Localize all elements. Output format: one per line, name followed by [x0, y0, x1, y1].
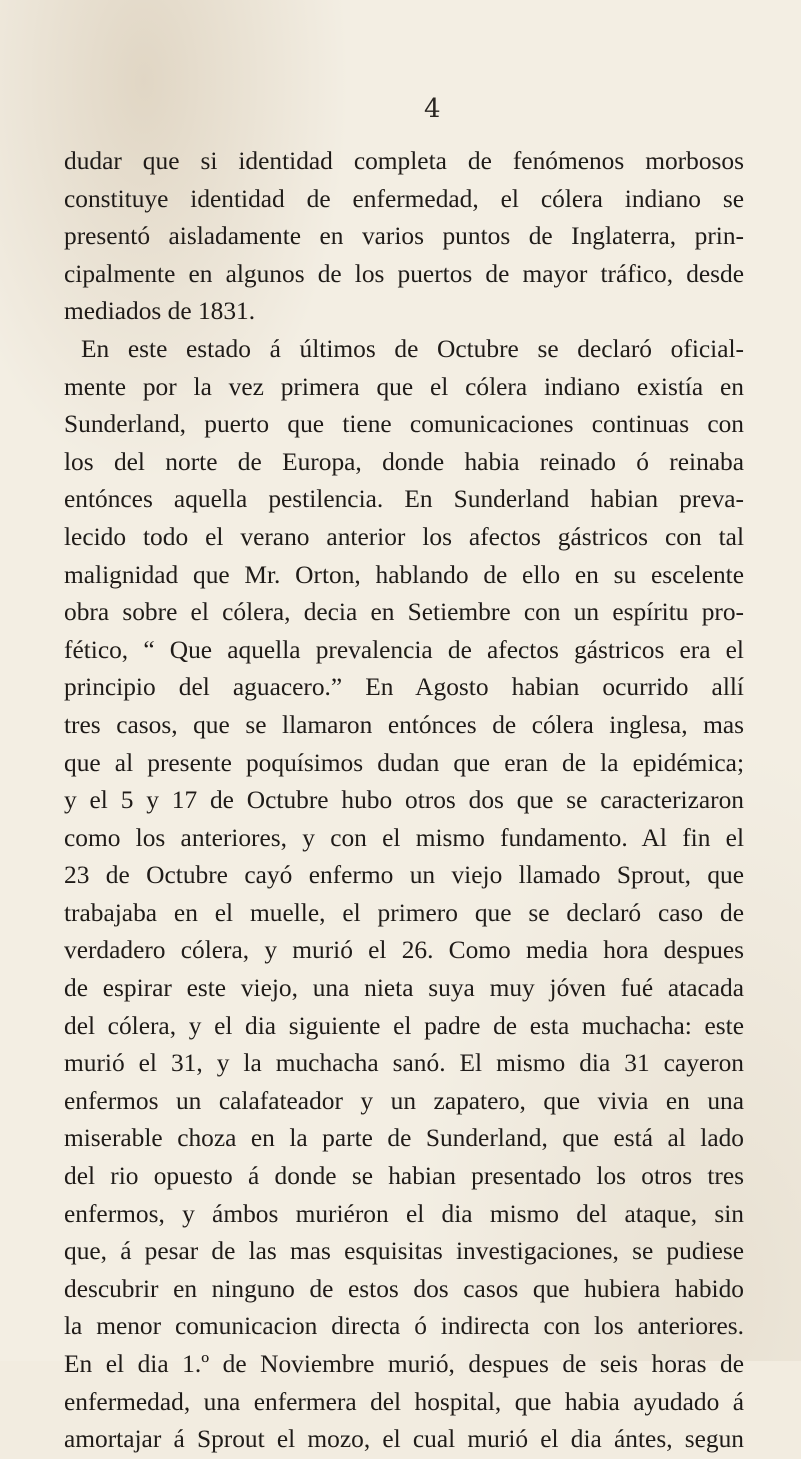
text-line: mente por la vez primera que el cólera indiano existía en: [64, 372, 744, 401]
text-line: los del norte de Europa, donde habia reinado ó reinaba: [64, 447, 744, 476]
text-line: como los anteriores, y con el mismo fundamento. Al fin el: [64, 823, 744, 852]
text-line: la menor comunicacion directa ó indirecta con los anteriores.: [64, 1312, 744, 1341]
text-line: obra sobre el cólera, decia en Setiembre con un espíritu pro-: [64, 598, 744, 627]
text-line: constituye identidad de enfermedad, el cólera indiano se: [64, 184, 744, 213]
text-line: entónces aquella pestilencia. En Sunderland habian preva-: [64, 485, 744, 514]
text-line: presentó aisladamente en varios puntos de Inglaterra, prin-: [64, 222, 744, 251]
text-line: que, á pesar de las mas esquisitas investigaciones, se pudiese: [64, 1237, 744, 1266]
text-line: Sunderland, puerto que tiene comunicaciones continuas con: [64, 410, 744, 439]
text-line: En este estado á últimos de Octubre se declaró oficial-: [81, 334, 744, 363]
text-line: miserable choza en la parte de Sunderland, que está al lado: [64, 1124, 744, 1153]
text-line: mediados de 1831.: [64, 297, 256, 326]
text-line: descubrir en ninguno de estos dos casos que hubiera habido: [64, 1274, 744, 1303]
text-line: cipalmente en algunos de los puertos de mayor tráfico, desde: [64, 259, 744, 288]
text-line: del cólera, y el dia siguiente el padre de esta muchacha: este: [64, 1011, 744, 1040]
text-line: dudar que si identidad completa de fenómenos morbosos: [64, 147, 744, 175]
text-line: tres casos, que se llamaron entónces de cólera inglesa, mas: [64, 710, 744, 739]
text-line: En el dia 1.º de Noviembre murió, despues de seis horas de: [64, 1350, 744, 1378]
text-line: verdadero cólera, y murió el 26. Como media hora despues: [64, 936, 744, 965]
text-line: enfermedad, una enfermera del hospital, que habia ayudado á: [64, 1387, 744, 1416]
text-line: amortajar á Sprout el mozo, el cual murió el dia ántes, segun: [64, 1425, 744, 1454]
text-line: murió el 31, y la muchacha sanó. El mismo dia 31 cayeron: [64, 1049, 744, 1078]
page-number: 4: [424, 94, 441, 124]
text-line: 23 de Octubre cayó enfermo un viejo llamado Sprout, que: [64, 861, 744, 890]
text-line: malignidad que Mr. Orton, hablando de ello en su escelente: [64, 560, 744, 589]
text-line: enfermos un calafateador y un zapatero, que vivia en una: [64, 1086, 744, 1115]
body-text: [64, 143, 744, 1459]
text-line: principio del aguacero.” En Agosto habian ocurrido allí: [64, 673, 744, 702]
text-line: del rio opuesto á donde se habian presentado los otros tres: [64, 1162, 744, 1191]
text-line: fético, “ Que aquella prevalencia de afectos gástricos era el: [64, 635, 744, 664]
text-line: de espirar este viejo, una nieta suya muy jóven fué atacada: [64, 974, 744, 1003]
text-line: enfermos, y ámbos muriéron el dia mismo del ataque, sin: [64, 1199, 744, 1228]
text-line: y el 5 y 17 de Octubre hubo otros dos que se caracterizaron: [64, 786, 744, 815]
text-line: que al presente poquísimos dudan que eran de la epidémica;: [64, 748, 744, 777]
text-line: lecido todo el verano anterior los afectos gástricos con tal: [64, 522, 744, 551]
text-line: trabajaba en el muelle, el primero que se declaró caso de: [64, 898, 744, 927]
